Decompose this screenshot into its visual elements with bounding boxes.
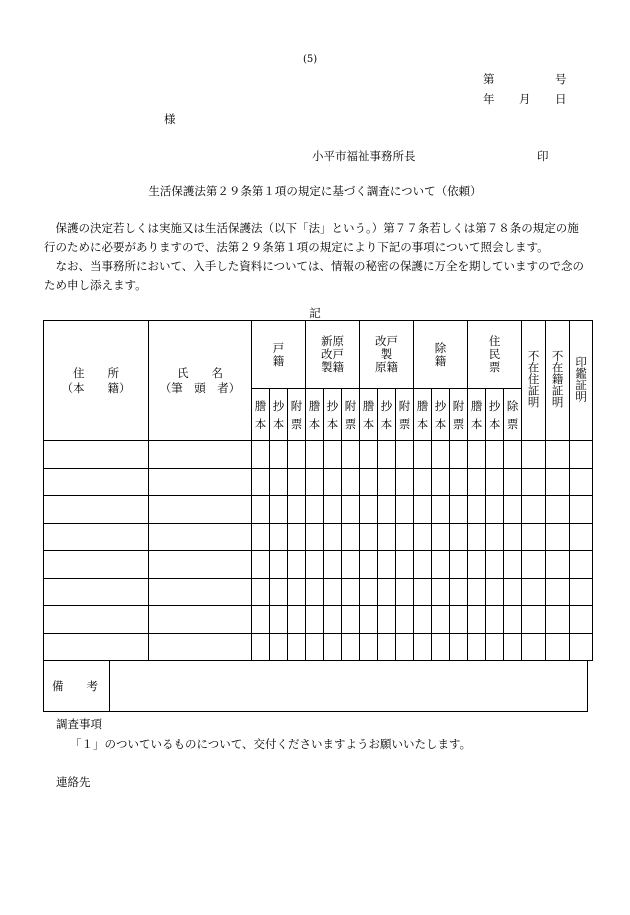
group-header-kaisei	[360, 321, 414, 389]
check-cell[interactable]	[468, 523, 486, 551]
check-cell[interactable]	[252, 523, 270, 551]
check-cell[interactable]	[414, 606, 432, 634]
sub-header-label-shohon: 抄 本	[380, 398, 393, 431]
check-cell[interactable]	[252, 441, 270, 469]
address-cell[interactable]	[44, 578, 149, 606]
check-cell[interactable]	[324, 578, 342, 606]
check-cell[interactable]	[432, 468, 450, 496]
sub-header-cell	[396, 389, 414, 441]
check-cell[interactable]	[378, 633, 396, 661]
sub-header-cell	[360, 389, 378, 441]
name-label: 氏 名	[177, 365, 223, 380]
check-cell[interactable]	[504, 441, 522, 469]
name-cell[interactable]	[149, 441, 252, 469]
check-cell[interactable]	[570, 633, 593, 661]
extra-label-fuzaiseki: 不在籍証明	[550, 350, 565, 408]
check-cell[interactable]	[252, 496, 270, 524]
check-cell[interactable]	[414, 496, 432, 524]
check-cell[interactable]	[288, 578, 306, 606]
check-cell[interactable]	[414, 468, 432, 496]
sub-header-label-tohon: 謄 本	[362, 398, 375, 431]
check-cell[interactable]	[522, 578, 546, 606]
address-cell[interactable]	[44, 551, 149, 579]
extra-header-inkan	[570, 321, 593, 441]
check-cell[interactable]	[324, 551, 342, 579]
addressee-suffix: 様	[164, 112, 176, 126]
check-cell[interactable]	[432, 441, 450, 469]
check-cell[interactable]	[522, 633, 546, 661]
check-cell[interactable]	[432, 496, 450, 524]
check-cell[interactable]	[324, 633, 342, 661]
address-header	[44, 321, 149, 441]
check-cell[interactable]	[360, 578, 378, 606]
check-cell[interactable]	[468, 551, 486, 579]
check-cell[interactable]	[288, 606, 306, 634]
check-cell[interactable]	[486, 578, 504, 606]
name-sub-label: （筆 頭 者）	[159, 380, 241, 395]
sub-header-cell	[432, 389, 450, 441]
sub-header-label-shohon: 抄 本	[488, 398, 501, 431]
check-cell[interactable]	[570, 578, 593, 606]
name-cell[interactable]	[149, 578, 252, 606]
check-cell[interactable]	[270, 551, 288, 579]
check-cell[interactable]	[306, 551, 324, 579]
check-cell[interactable]	[378, 578, 396, 606]
name-cell[interactable]	[149, 633, 252, 661]
check-cell[interactable]	[396, 578, 414, 606]
check-cell[interactable]	[396, 523, 414, 551]
date-day-label: 日	[555, 92, 567, 106]
check-cell[interactable]	[570, 551, 593, 579]
name-cell[interactable]	[149, 606, 252, 634]
group-label-juminhyo: 住 民 票	[488, 334, 501, 374]
check-cell[interactable]	[432, 578, 450, 606]
contact-label: 連絡先	[56, 775, 91, 789]
check-cell[interactable]	[342, 468, 360, 496]
check-cell[interactable]	[504, 578, 522, 606]
sub-header-label-fuhyo: 附 票	[344, 398, 357, 431]
check-cell[interactable]	[324, 523, 342, 551]
sender-name: 小平市福祉事務所長	[312, 149, 416, 163]
check-cell[interactable]	[360, 468, 378, 496]
address-cell[interactable]	[44, 468, 149, 496]
sub-header-label-tohon: 謄 本	[470, 398, 483, 431]
check-cell[interactable]	[378, 468, 396, 496]
table-row	[44, 578, 593, 606]
check-cell[interactable]	[270, 633, 288, 661]
check-cell[interactable]	[306, 496, 324, 524]
check-cell[interactable]	[486, 441, 504, 469]
table-row	[44, 496, 593, 524]
check-cell[interactable]	[522, 441, 546, 469]
document-title: 生活保護法第２９条第１項の規定に基づく調査について（依頼）	[148, 184, 482, 198]
check-cell[interactable]	[342, 606, 360, 634]
sub-header-label-tohon: 謄 本	[308, 398, 321, 431]
check-cell[interactable]	[360, 633, 378, 661]
sub-header-cell	[468, 389, 486, 441]
check-cell[interactable]	[432, 606, 450, 634]
check-cell[interactable]	[378, 496, 396, 524]
table-row	[44, 441, 593, 469]
check-cell[interactable]	[546, 551, 570, 579]
check-cell[interactable]	[468, 633, 486, 661]
sub-header-cell	[486, 389, 504, 441]
check-cell[interactable]	[414, 441, 432, 469]
check-cell[interactable]	[504, 496, 522, 524]
check-cell[interactable]	[396, 633, 414, 661]
check-cell[interactable]	[504, 523, 522, 551]
table-row	[44, 468, 593, 496]
address-cell[interactable]	[44, 496, 149, 524]
table-row	[44, 633, 593, 661]
check-cell[interactable]	[270, 468, 288, 496]
body-paragraph-2: なお、当事務所において、入手した資料については、情報の秘密の保護に万全を期していますので念のため申し添えます。	[44, 259, 585, 292]
extra-label-inkan: 印鑑証明	[574, 356, 589, 402]
check-cell[interactable]	[396, 551, 414, 579]
check-cell[interactable]	[570, 496, 593, 524]
group-header-juminhyo	[468, 321, 522, 389]
check-cell[interactable]	[450, 606, 468, 634]
check-cell[interactable]	[522, 606, 546, 634]
check-cell[interactable]	[546, 523, 570, 551]
check-cell[interactable]	[396, 468, 414, 496]
check-cell[interactable]	[450, 578, 468, 606]
check-cell[interactable]	[414, 633, 432, 661]
check-cell[interactable]	[522, 551, 546, 579]
check-cell[interactable]	[504, 633, 522, 661]
check-cell[interactable]	[270, 496, 288, 524]
check-cell[interactable]	[468, 578, 486, 606]
check-cell[interactable]	[252, 578, 270, 606]
check-cell[interactable]	[450, 496, 468, 524]
table-row	[44, 551, 593, 579]
sub-header-label-shohon: 抄 本	[272, 398, 285, 431]
check-cell[interactable]	[450, 551, 468, 579]
check-cell[interactable]	[360, 496, 378, 524]
check-cell[interactable]	[570, 523, 593, 551]
check-cell[interactable]	[570, 606, 593, 634]
check-cell[interactable]	[252, 606, 270, 634]
table-row	[44, 606, 593, 634]
remarks-field[interactable]	[110, 661, 588, 712]
check-cell[interactable]	[546, 606, 570, 634]
check-cell[interactable]	[486, 606, 504, 634]
check-cell[interactable]	[324, 468, 342, 496]
check-cell[interactable]	[504, 606, 522, 634]
check-cell[interactable]	[252, 468, 270, 496]
check-cell[interactable]	[522, 523, 546, 551]
group-header-koseki	[252, 321, 306, 389]
check-cell[interactable]	[432, 551, 450, 579]
document-number-suffix: 号	[555, 72, 567, 86]
sub-header-cell	[288, 389, 306, 441]
check-cell[interactable]	[504, 551, 522, 579]
ki-heading: 記	[309, 306, 321, 320]
check-cell[interactable]	[570, 441, 593, 469]
sub-header-label-juminhyo: 除 票	[506, 398, 519, 431]
check-cell[interactable]	[486, 468, 504, 496]
remarks-label: 備 考	[44, 661, 110, 712]
check-cell[interactable]	[270, 523, 288, 551]
check-cell[interactable]	[342, 523, 360, 551]
check-cell[interactable]	[522, 496, 546, 524]
check-cell[interactable]	[504, 468, 522, 496]
check-cell[interactable]	[306, 441, 324, 469]
remarks-table	[43, 660, 588, 712]
document-number-prefix: 第	[483, 72, 495, 86]
extra-header-fuzaiju	[522, 321, 546, 441]
sub-header-cell	[450, 389, 468, 441]
group-header-shinkaisei	[306, 321, 360, 389]
sub-header-cell	[342, 389, 360, 441]
request-table	[43, 320, 593, 661]
group-label-joseki: 除 籍	[434, 340, 447, 368]
check-cell[interactable]	[468, 441, 486, 469]
check-cell[interactable]	[288, 496, 306, 524]
check-cell[interactable]	[486, 633, 504, 661]
check-cell[interactable]	[270, 606, 288, 634]
group-label-koseki: 戸 籍	[272, 340, 285, 368]
sub-header-cell	[252, 389, 270, 441]
check-cell[interactable]	[546, 441, 570, 469]
form-number: (5)	[303, 54, 318, 65]
survey-heading: 調査事項	[56, 717, 102, 731]
check-cell[interactable]	[468, 468, 486, 496]
check-cell[interactable]	[306, 633, 324, 661]
sub-header-cell	[504, 389, 522, 441]
survey-text: 「１」のついているものについて、交付くださいますようお願いいたします。	[70, 737, 472, 751]
check-cell[interactable]	[306, 606, 324, 634]
group-label-shinkaisei: 新原 改戸 製籍	[321, 334, 345, 374]
check-cell[interactable]	[570, 468, 593, 496]
check-cell[interactable]	[468, 606, 486, 634]
name-header	[149, 321, 252, 441]
name-cell[interactable]	[149, 468, 252, 496]
sub-header-cell	[306, 389, 324, 441]
sub-header-label-fuhyo: 附 票	[452, 398, 465, 431]
address-sub-label: （本 籍）	[61, 380, 131, 395]
group-header-joseki	[414, 321, 468, 389]
check-cell[interactable]	[396, 496, 414, 524]
sub-header-cell	[270, 389, 288, 441]
check-cell[interactable]	[468, 496, 486, 524]
check-cell[interactable]	[450, 633, 468, 661]
address-cell[interactable]	[44, 606, 149, 634]
sub-header-label-shohon: 抄 本	[434, 398, 447, 431]
check-cell[interactable]	[342, 551, 360, 579]
check-cell[interactable]	[414, 551, 432, 579]
sub-header-label-fuhyo: 附 票	[398, 398, 411, 431]
check-cell[interactable]	[306, 523, 324, 551]
extra-header-fuzaiseki	[546, 321, 570, 441]
check-cell[interactable]	[360, 441, 378, 469]
check-cell[interactable]	[270, 578, 288, 606]
date-month-label: 月	[519, 92, 531, 106]
body-text	[44, 219, 589, 295]
group-label-kaisei: 改戸 製 原籍	[375, 334, 399, 374]
check-cell[interactable]	[432, 523, 450, 551]
check-cell[interactable]	[306, 468, 324, 496]
check-cell[interactable]	[324, 606, 342, 634]
sub-header-label-fuhyo: 附 票	[290, 398, 303, 431]
body-paragraph-1: 保護の決定若しくは実施又は生活保護法（以下「法」という。）第７７条若しくは第７８条の規定の施行のために必要がありますので、法第２９条第１項の規定により下記の事項について照会します。	[44, 221, 579, 254]
check-cell[interactable]	[450, 523, 468, 551]
sub-header-label-tohon: 謄 本	[254, 398, 267, 431]
name-cell[interactable]	[149, 496, 252, 524]
check-cell[interactable]	[360, 523, 378, 551]
check-cell[interactable]	[486, 496, 504, 524]
check-cell[interactable]	[252, 551, 270, 579]
check-cell[interactable]	[342, 578, 360, 606]
check-cell[interactable]	[252, 633, 270, 661]
name-cell[interactable]	[149, 551, 252, 579]
check-cell[interactable]	[306, 578, 324, 606]
extra-label-fuzaiju: 不在住証明	[526, 350, 541, 408]
check-cell[interactable]	[288, 441, 306, 469]
check-cell[interactable]	[432, 633, 450, 661]
check-cell[interactable]	[396, 441, 414, 469]
check-cell[interactable]	[378, 551, 396, 579]
check-cell[interactable]	[288, 523, 306, 551]
check-cell[interactable]	[360, 606, 378, 634]
check-cell[interactable]	[414, 523, 432, 551]
check-cell[interactable]	[378, 606, 396, 634]
check-cell[interactable]	[414, 578, 432, 606]
check-cell[interactable]	[546, 633, 570, 661]
sub-header-cell	[324, 389, 342, 441]
check-cell[interactable]	[486, 523, 504, 551]
check-cell[interactable]	[342, 441, 360, 469]
date-year-label: 年	[483, 92, 495, 106]
check-cell[interactable]	[378, 523, 396, 551]
check-cell[interactable]	[396, 606, 414, 634]
check-cell[interactable]	[522, 468, 546, 496]
check-cell[interactable]	[270, 441, 288, 469]
sub-header-label-shohon: 抄 本	[326, 398, 339, 431]
sub-header-cell	[378, 389, 396, 441]
check-cell[interactable]	[450, 468, 468, 496]
address-cell[interactable]	[44, 633, 149, 661]
check-cell[interactable]	[360, 551, 378, 579]
check-cell[interactable]	[486, 551, 504, 579]
check-cell[interactable]	[288, 551, 306, 579]
check-cell[interactable]	[288, 468, 306, 496]
address-cell[interactable]	[44, 441, 149, 469]
seal-mark: 印	[537, 149, 549, 163]
check-cell[interactable]	[324, 441, 342, 469]
check-cell[interactable]	[546, 468, 570, 496]
check-cell[interactable]	[342, 496, 360, 524]
name-cell[interactable]	[149, 523, 252, 551]
check-cell[interactable]	[288, 633, 306, 661]
sub-header-label-tohon: 謄 本	[416, 398, 429, 431]
check-cell[interactable]	[546, 496, 570, 524]
check-cell[interactable]	[324, 496, 342, 524]
address-label: 住 所	[73, 365, 119, 380]
check-cell[interactable]	[342, 633, 360, 661]
table-row	[44, 523, 593, 551]
check-cell[interactable]	[450, 441, 468, 469]
sub-header-cell	[414, 389, 432, 441]
address-cell[interactable]	[44, 523, 149, 551]
check-cell[interactable]	[378, 441, 396, 469]
check-cell[interactable]	[546, 578, 570, 606]
